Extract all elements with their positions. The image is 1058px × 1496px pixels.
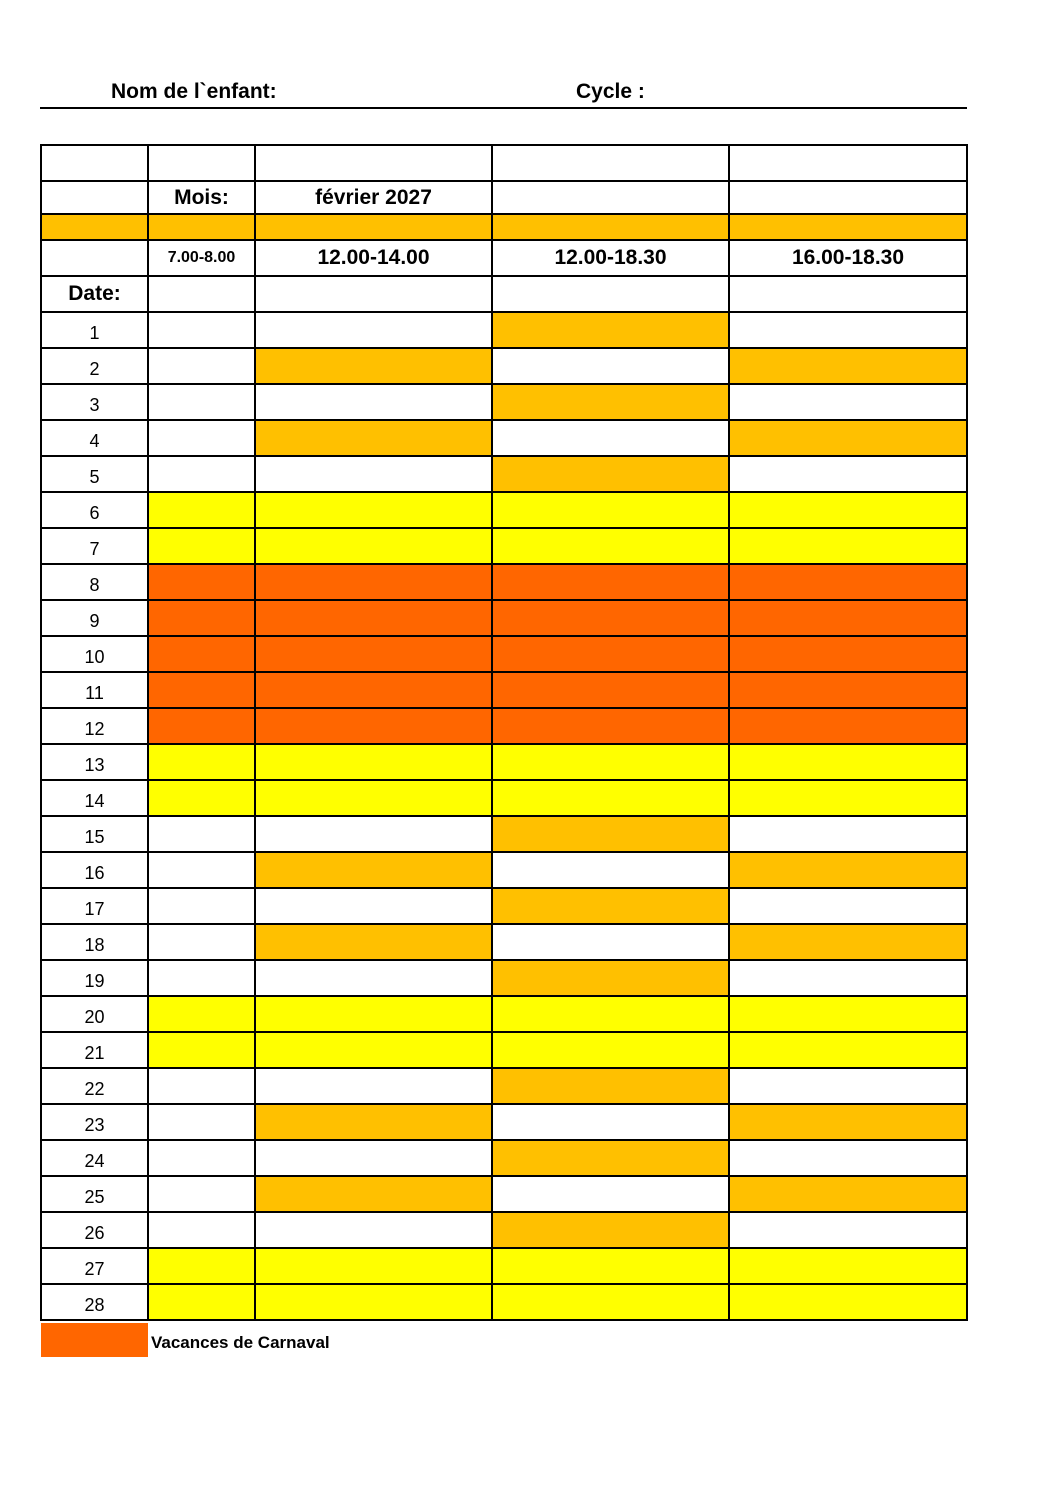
slot-cell xyxy=(255,384,492,420)
slot-cell xyxy=(729,888,967,924)
slot-cell xyxy=(492,1248,729,1284)
day-row xyxy=(41,1212,967,1248)
slot-cell xyxy=(148,1248,255,1284)
band-cell xyxy=(492,214,729,240)
slot-cell xyxy=(729,312,967,348)
blank-cell xyxy=(41,145,148,181)
slot-cell xyxy=(148,1068,255,1104)
slot-cell xyxy=(492,564,729,600)
slot-cell xyxy=(492,1212,729,1248)
blank-cell xyxy=(492,276,729,312)
day-row xyxy=(41,852,967,888)
vacation-legend-swatch xyxy=(41,1323,148,1357)
day-date-cell: 16 xyxy=(41,852,148,888)
vacation-legend-label: Vacances de Carnaval xyxy=(151,1333,330,1352)
month-row xyxy=(41,181,967,214)
slot-cell xyxy=(729,348,967,384)
blank-cell xyxy=(729,276,967,312)
slot-cell xyxy=(729,1176,967,1212)
slot-cell xyxy=(729,852,967,888)
slot-cell xyxy=(729,456,967,492)
slot-cell xyxy=(255,996,492,1032)
day-row xyxy=(41,780,967,816)
slot-cell xyxy=(492,1032,729,1068)
slot-cell xyxy=(492,852,729,888)
day-date-cell: 11 xyxy=(41,672,148,708)
slot-cell xyxy=(255,1212,492,1248)
slot-cell xyxy=(148,996,255,1032)
slot-cell xyxy=(148,1212,255,1248)
slot-cell xyxy=(255,816,492,852)
slot-cell xyxy=(148,960,255,996)
slot-cell xyxy=(148,564,255,600)
slot-cell xyxy=(729,384,967,420)
blank-cell xyxy=(148,276,255,312)
slot-cell xyxy=(255,1104,492,1140)
slot-cell xyxy=(729,636,967,672)
slot-cell xyxy=(148,528,255,564)
day-date-cell: 9 xyxy=(41,600,148,636)
day-date-cell: 2 xyxy=(41,348,148,384)
slot-cell xyxy=(148,636,255,672)
day-date-cell: 3 xyxy=(41,384,148,420)
date-label-row xyxy=(41,276,967,312)
slot-cell xyxy=(148,420,255,456)
slot-cell xyxy=(255,312,492,348)
slot-cell xyxy=(729,1140,967,1176)
day-row xyxy=(41,816,967,852)
slot-cell xyxy=(492,708,729,744)
slot-cell xyxy=(255,456,492,492)
schedule-table xyxy=(40,144,968,1321)
slot-cell xyxy=(729,816,967,852)
slot-cell xyxy=(729,924,967,960)
slot-cell xyxy=(255,564,492,600)
slot-cell xyxy=(148,924,255,960)
day-date-cell: 12 xyxy=(41,708,148,744)
slot-cell xyxy=(148,888,255,924)
day-row xyxy=(41,564,967,600)
slot-cell xyxy=(148,312,255,348)
day-row xyxy=(41,996,967,1032)
slot-cell xyxy=(255,528,492,564)
day-row xyxy=(41,1068,967,1104)
blank-cell xyxy=(148,145,255,181)
day-row xyxy=(41,636,967,672)
day-date-cell: 21 xyxy=(41,1032,148,1068)
day-row xyxy=(41,384,967,420)
slot-cell xyxy=(492,456,729,492)
day-row xyxy=(41,1248,967,1284)
slot-cell xyxy=(148,744,255,780)
slot-cell xyxy=(729,1212,967,1248)
slot-cell xyxy=(255,636,492,672)
slot-cell xyxy=(492,888,729,924)
blank-cell xyxy=(729,181,967,214)
day-row xyxy=(41,1032,967,1068)
slot-cell xyxy=(148,708,255,744)
slot-cell xyxy=(148,816,255,852)
child-name-label: Nom de l`enfant: xyxy=(111,80,277,103)
slot-cell xyxy=(729,780,967,816)
blank-cell xyxy=(41,240,148,276)
day-date-cell: 1 xyxy=(41,312,148,348)
day-row xyxy=(41,708,967,744)
day-date-cell: 23 xyxy=(41,1104,148,1140)
slot-cell xyxy=(255,888,492,924)
slot-cell xyxy=(148,456,255,492)
blank-cell xyxy=(729,145,967,181)
month-label: Mois: xyxy=(148,181,255,214)
slot-cell xyxy=(492,528,729,564)
month-value: février 2027 xyxy=(255,181,492,214)
slot-cell xyxy=(148,672,255,708)
day-row xyxy=(41,1176,967,1212)
slot-cell xyxy=(492,1140,729,1176)
slot-cell xyxy=(148,384,255,420)
slot-cell xyxy=(729,528,967,564)
day-row xyxy=(41,456,967,492)
band-cell xyxy=(729,214,967,240)
slot-cell xyxy=(255,708,492,744)
slot-cell xyxy=(255,780,492,816)
day-date-cell: 6 xyxy=(41,492,148,528)
slot-cell xyxy=(492,744,729,780)
day-row xyxy=(41,1284,967,1320)
slot-cell xyxy=(492,996,729,1032)
slot-cell xyxy=(729,600,967,636)
slot-cell xyxy=(492,1284,729,1320)
slot-cell xyxy=(148,780,255,816)
day-date-cell: 25 xyxy=(41,1176,148,1212)
band-cell xyxy=(255,214,492,240)
slot-cell xyxy=(255,744,492,780)
day-row xyxy=(41,348,967,384)
slot-cell xyxy=(255,600,492,636)
header-rule xyxy=(40,107,967,109)
day-date-cell: 14 xyxy=(41,780,148,816)
blank-cell xyxy=(492,181,729,214)
day-date-cell: 4 xyxy=(41,420,148,456)
slot-cell xyxy=(729,1104,967,1140)
slot-cell xyxy=(729,708,967,744)
slot-cell xyxy=(729,492,967,528)
slot-cell xyxy=(148,1140,255,1176)
blank-cell xyxy=(255,276,492,312)
slot-cell xyxy=(729,744,967,780)
slot-cell xyxy=(492,600,729,636)
slot-cell xyxy=(492,636,729,672)
slot-cell xyxy=(492,348,729,384)
slot-cell xyxy=(729,996,967,1032)
day-date-cell: 27 xyxy=(41,1248,148,1284)
day-date-cell: 15 xyxy=(41,816,148,852)
time-slot-header: 16.00-18.30 xyxy=(729,240,967,276)
cycle-label: Cycle : xyxy=(576,80,645,103)
slot-cell xyxy=(492,384,729,420)
slot-cell xyxy=(729,1068,967,1104)
slot-cell xyxy=(729,1032,967,1068)
slot-cell xyxy=(255,492,492,528)
day-row xyxy=(41,1104,967,1140)
slot-cell xyxy=(729,960,967,996)
slot-cell xyxy=(255,1248,492,1284)
blank-row xyxy=(41,145,967,181)
day-row xyxy=(41,672,967,708)
slot-cell xyxy=(148,492,255,528)
slot-cell xyxy=(148,1176,255,1212)
day-date-cell: 19 xyxy=(41,960,148,996)
slot-cell xyxy=(148,1032,255,1068)
slot-cell xyxy=(148,1284,255,1320)
day-date-cell: 8 xyxy=(41,564,148,600)
day-date-cell: 13 xyxy=(41,744,148,780)
slot-cell xyxy=(729,420,967,456)
time-slot-header: 7.00-8.00 xyxy=(148,240,255,276)
slot-cell xyxy=(729,564,967,600)
slot-cell xyxy=(255,1284,492,1320)
slot-cell xyxy=(492,1176,729,1212)
time-slot-header-row xyxy=(41,240,967,276)
band-cell xyxy=(148,214,255,240)
slot-cell xyxy=(255,420,492,456)
day-row xyxy=(41,528,967,564)
slot-cell xyxy=(255,852,492,888)
day-date-cell: 20 xyxy=(41,996,148,1032)
slot-cell xyxy=(729,1248,967,1284)
slot-cell xyxy=(148,600,255,636)
time-slot-header: 12.00-18.30 xyxy=(492,240,729,276)
day-row xyxy=(41,420,967,456)
slot-cell xyxy=(492,1068,729,1104)
slot-cell xyxy=(729,1284,967,1320)
slot-cell xyxy=(492,420,729,456)
slot-cell xyxy=(255,960,492,996)
day-date-cell: 17 xyxy=(41,888,148,924)
day-date-cell: 18 xyxy=(41,924,148,960)
day-row xyxy=(41,1140,967,1176)
slot-cell xyxy=(255,672,492,708)
day-date-cell: 10 xyxy=(41,636,148,672)
time-slot-header: 12.00-14.00 xyxy=(255,240,492,276)
slot-cell xyxy=(255,1176,492,1212)
date-label: Date: xyxy=(41,276,148,312)
day-row xyxy=(41,312,967,348)
slot-cell xyxy=(148,852,255,888)
slot-cell xyxy=(148,348,255,384)
slot-cell xyxy=(492,492,729,528)
slot-cell xyxy=(255,348,492,384)
day-date-cell: 7 xyxy=(41,528,148,564)
slot-cell xyxy=(492,960,729,996)
day-row xyxy=(41,600,967,636)
band-cell xyxy=(41,214,148,240)
blank-cell xyxy=(255,145,492,181)
slot-cell xyxy=(492,924,729,960)
slot-cell xyxy=(255,1140,492,1176)
slot-cell xyxy=(492,1104,729,1140)
day-date-cell: 22 xyxy=(41,1068,148,1104)
slot-cell xyxy=(492,312,729,348)
slot-cell xyxy=(255,924,492,960)
day-date-cell: 5 xyxy=(41,456,148,492)
blank-cell xyxy=(492,145,729,181)
header-band-row xyxy=(41,214,967,240)
blank-cell xyxy=(41,181,148,214)
day-date-cell: 28 xyxy=(41,1284,148,1320)
day-row xyxy=(41,924,967,960)
day-date-cell: 26 xyxy=(41,1212,148,1248)
day-row xyxy=(41,888,967,924)
slot-cell xyxy=(255,1068,492,1104)
day-date-cell: 24 xyxy=(41,1140,148,1176)
slot-cell xyxy=(148,1104,255,1140)
day-row xyxy=(41,960,967,996)
slot-cell xyxy=(492,816,729,852)
schedule-table-body xyxy=(41,145,967,1320)
slot-cell xyxy=(492,780,729,816)
slot-cell xyxy=(492,672,729,708)
day-row xyxy=(41,492,967,528)
day-row xyxy=(41,744,967,780)
slot-cell xyxy=(729,672,967,708)
slot-cell xyxy=(255,1032,492,1068)
